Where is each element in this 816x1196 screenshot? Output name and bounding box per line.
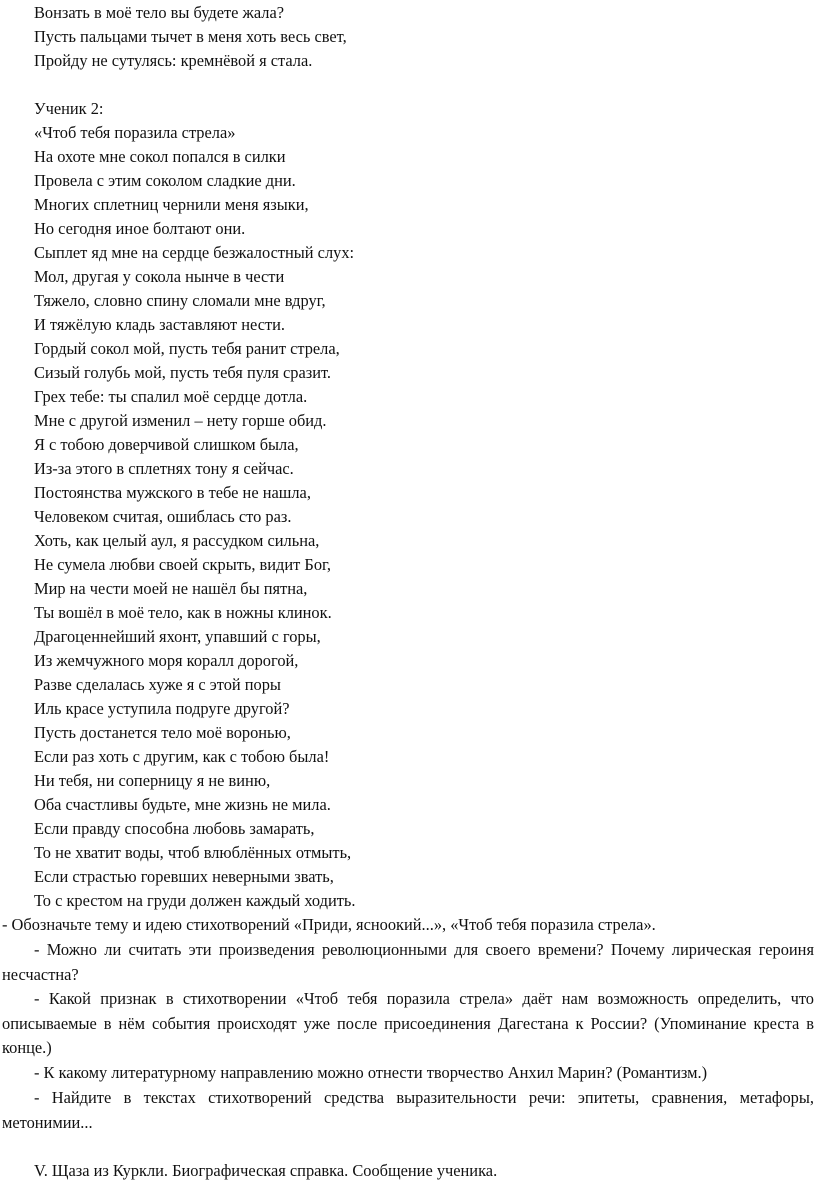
poem-line: Мне с другой изменил – нету горше обид. [34,411,327,430]
poem-line: Сыплет яд мне на сердце безжалостный слух: [34,243,355,262]
poem-line: Пусть пальцами тычет в меня хоть весь свет, [34,27,347,46]
question-paragraph: - Обозначьте тему и идею стихотворений «Приди, ясноокий...», «Чтоб тебя поразила стрела». [2,915,656,934]
poem-line: Мол, другая у сокола нынче в чести [34,267,285,286]
poem-line: Если страстью горевших неверными звать, [34,867,334,886]
section-heading: V. Щаза из Куркли. Биографическая справка. Сообщение ученика. [34,1161,498,1180]
poem-line: Не сумела любви своей скрыть, видит Бог, [34,555,331,574]
question-paragraph: - Найдите в текстах стихотворений средства выразительности речи: эпитеты, сравнения, метафоры, метонимии... [2,1088,814,1132]
poem-line: То не хватит воды, чтоб влюблённых отмыть, [34,843,352,862]
poem-line: На охоте мне сокол попался в силки [34,147,286,166]
poem-line: Грех тебе: ты спалил моё сердце дотла. [34,387,308,406]
poem-line: Если раз хоть с другим, как с тобою была! [34,747,330,766]
poem-line: Хоть, как целый аул, я рассудком сильна, [34,531,320,550]
poem-line: Провела с этим соколом сладкие дни. [34,171,296,190]
poem-line: Иль красе уступила подруге другой? [34,699,290,718]
poem-line: Из жемчужного моря коралл дорогой, [34,651,299,670]
poem-line: Постоянства мужского в тебе не нашла, [34,483,311,502]
poem-line: И тяжёлую кладь заставляют нести. [34,315,286,334]
poem-line: Многих сплетниц чернили меня языки, [34,195,309,214]
poem-line: Мир на чести моей не нашёл бы пятна, [34,579,308,598]
question-paragraph: - Можно ли считать эти произведения революционными для своего времени? Почему лирическая героиня несчастна? [2,940,814,984]
poem-line: Я с тобою доверчивой слишком была, [34,435,299,454]
poem-line: Гордый сокол мой, пусть тебя ранит стрела, [34,339,340,358]
poem-line: Сизый голубь мой, пусть тебя пуля сразит. [34,363,332,382]
poem-line: Оба счастливы будьте, мне жизнь не мила. [34,795,331,814]
poem-line: Тяжело, словно спину сломали мне вдруг, [34,291,326,310]
poem-line: Из-за этого в сплетнях тону я сейчас. [34,459,294,478]
question-paragraph: - Какой признак в стихотворении «Чтоб тебя поразила стрела» даёт нам возможность определить, что описываемые в нём события происходят уже после присоединения Дагестана к России? (Упоминание креста в конце.) [2,989,814,1057]
poem-line: Если правду способна любовь замарать, [34,819,315,838]
poem-line: Но сегодня иное болтают они. [34,219,246,238]
question-paragraph: - К какому литературному направлению можно отнести творчество Анхил Марин? (Романтизм.) [34,1063,708,1082]
poem-line: Пусть достанется тело моё воронью, [34,723,291,742]
poem-line: Разве сделалась хуже я с этой поры [34,675,281,694]
poem-line: Ни тебя, ни соперницу я не виню, [34,771,271,790]
poem-line: То с крестом на груди должен каждый ходить. [34,891,356,910]
poem-line: Пройду не сутулясь: кремнёвой я стала. [34,51,313,70]
poem-title: «Чтоб тебя поразила стрела» [34,123,236,142]
poem-line: Человеком считая, ошиблась сто раз. [34,507,292,526]
poem-line: Ты вошёл в моё тело, как в ножны клинок. [34,603,332,622]
poem-line: Вонзать в моё тело вы будете жала? [34,3,284,22]
poem-line: Драгоценнейший яхонт, упавший с горы, [34,627,321,646]
speaker-label: Ученик 2: [34,99,104,118]
